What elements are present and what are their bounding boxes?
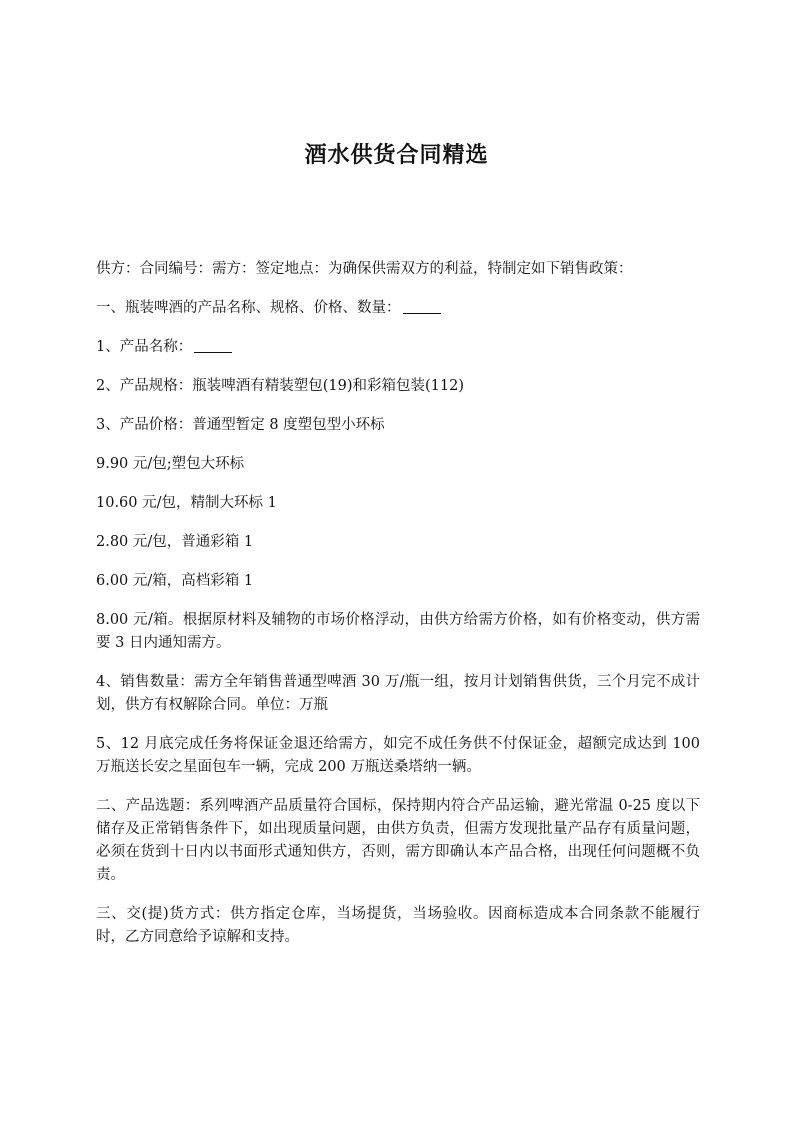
- paragraph-text: 4、销售数量：需方全年销售普通型啤酒 30 万/瓶一组，按月计划销售供货，三个月完不成计划，供方有权解除合同。单位：万瓶: [96, 674, 700, 713]
- paragraph-text: 5、12 月底完成任务将保证金退还给需方，如完不成任务供不付保证金，超额完成达到 100 万瓶送长安之星面包车一辆，完成 200 万瓶送桑塔纳一辆。: [96, 736, 700, 775]
- paragraph-text: 8.00 元/箱。根据原材料及辅物的市场价格浮动，由供方给需方价格，如有价格变动，供方需要 3 日内通知需方。: [96, 612, 700, 651]
- paragraph: [96, 671, 700, 717]
- paragraph: [96, 531, 700, 554]
- paragraph: [96, 258, 700, 281]
- paragraph: [96, 336, 700, 359]
- fill-in-blank: [403, 299, 441, 314]
- fill-in-blank: [194, 338, 232, 353]
- paragraph-text: 6.00 元/箱，高档彩箱 1: [96, 573, 254, 589]
- paragraph-text: 供方：合同编号：需方：签定地点：为确保供需双方的利益，特制定如下销售政策：: [96, 261, 633, 277]
- paragraph-text: 二、产品选题：系列啤酒产品质量符合国标，保持期内符合产品运输，避光常温 0-25 度以下储存及正常销售条件下，如出现质量问题，由供方负责，但需方发现批量产品存有质量问题，必须在货到十日内以书面形式通知供方，否则，需方即确认本产品合格，出现任何问题概不负责。: [96, 798, 700, 883]
- paragraph: [96, 453, 700, 476]
- paragraph: [96, 414, 700, 437]
- paragraph-text: 9.90 元/包;塑包大环标: [96, 456, 245, 472]
- paragraph: [96, 492, 700, 515]
- paragraph-text: 三、交(提)货方式：供方指定仓库，当场提货，当场验收。因商标造成本合同条款不能履行时，乙方同意给予谅解和支持。: [96, 906, 700, 945]
- document-title: 酒水供货合同精选: [304, 143, 489, 168]
- paragraph-text: 10.60 元/包，精制大环标 1: [96, 495, 277, 511]
- paragraph-text: 2.80 元/包，普通彩箱 1: [96, 534, 254, 550]
- paragraph-text: 2、产品规格：瓶装啤酒有精装塑包(19)和彩箱包装(112): [96, 378, 464, 394]
- paragraph: [96, 903, 700, 949]
- paragraph-text: 1、产品名称：: [96, 339, 193, 355]
- paragraph: [96, 609, 700, 655]
- paragraph: [96, 375, 700, 398]
- paragraph-text: 一、瓶装啤酒的产品名称、规格、价格、数量：: [96, 300, 401, 316]
- paragraph: [96, 297, 700, 320]
- paragraph: [96, 795, 700, 887]
- paragraph: [96, 733, 700, 779]
- paragraph-text: 3、产品价格：普通型暂定 8 度塑包型小环标: [96, 417, 385, 433]
- document-body: [96, 258, 700, 965]
- paragraph: [96, 570, 700, 593]
